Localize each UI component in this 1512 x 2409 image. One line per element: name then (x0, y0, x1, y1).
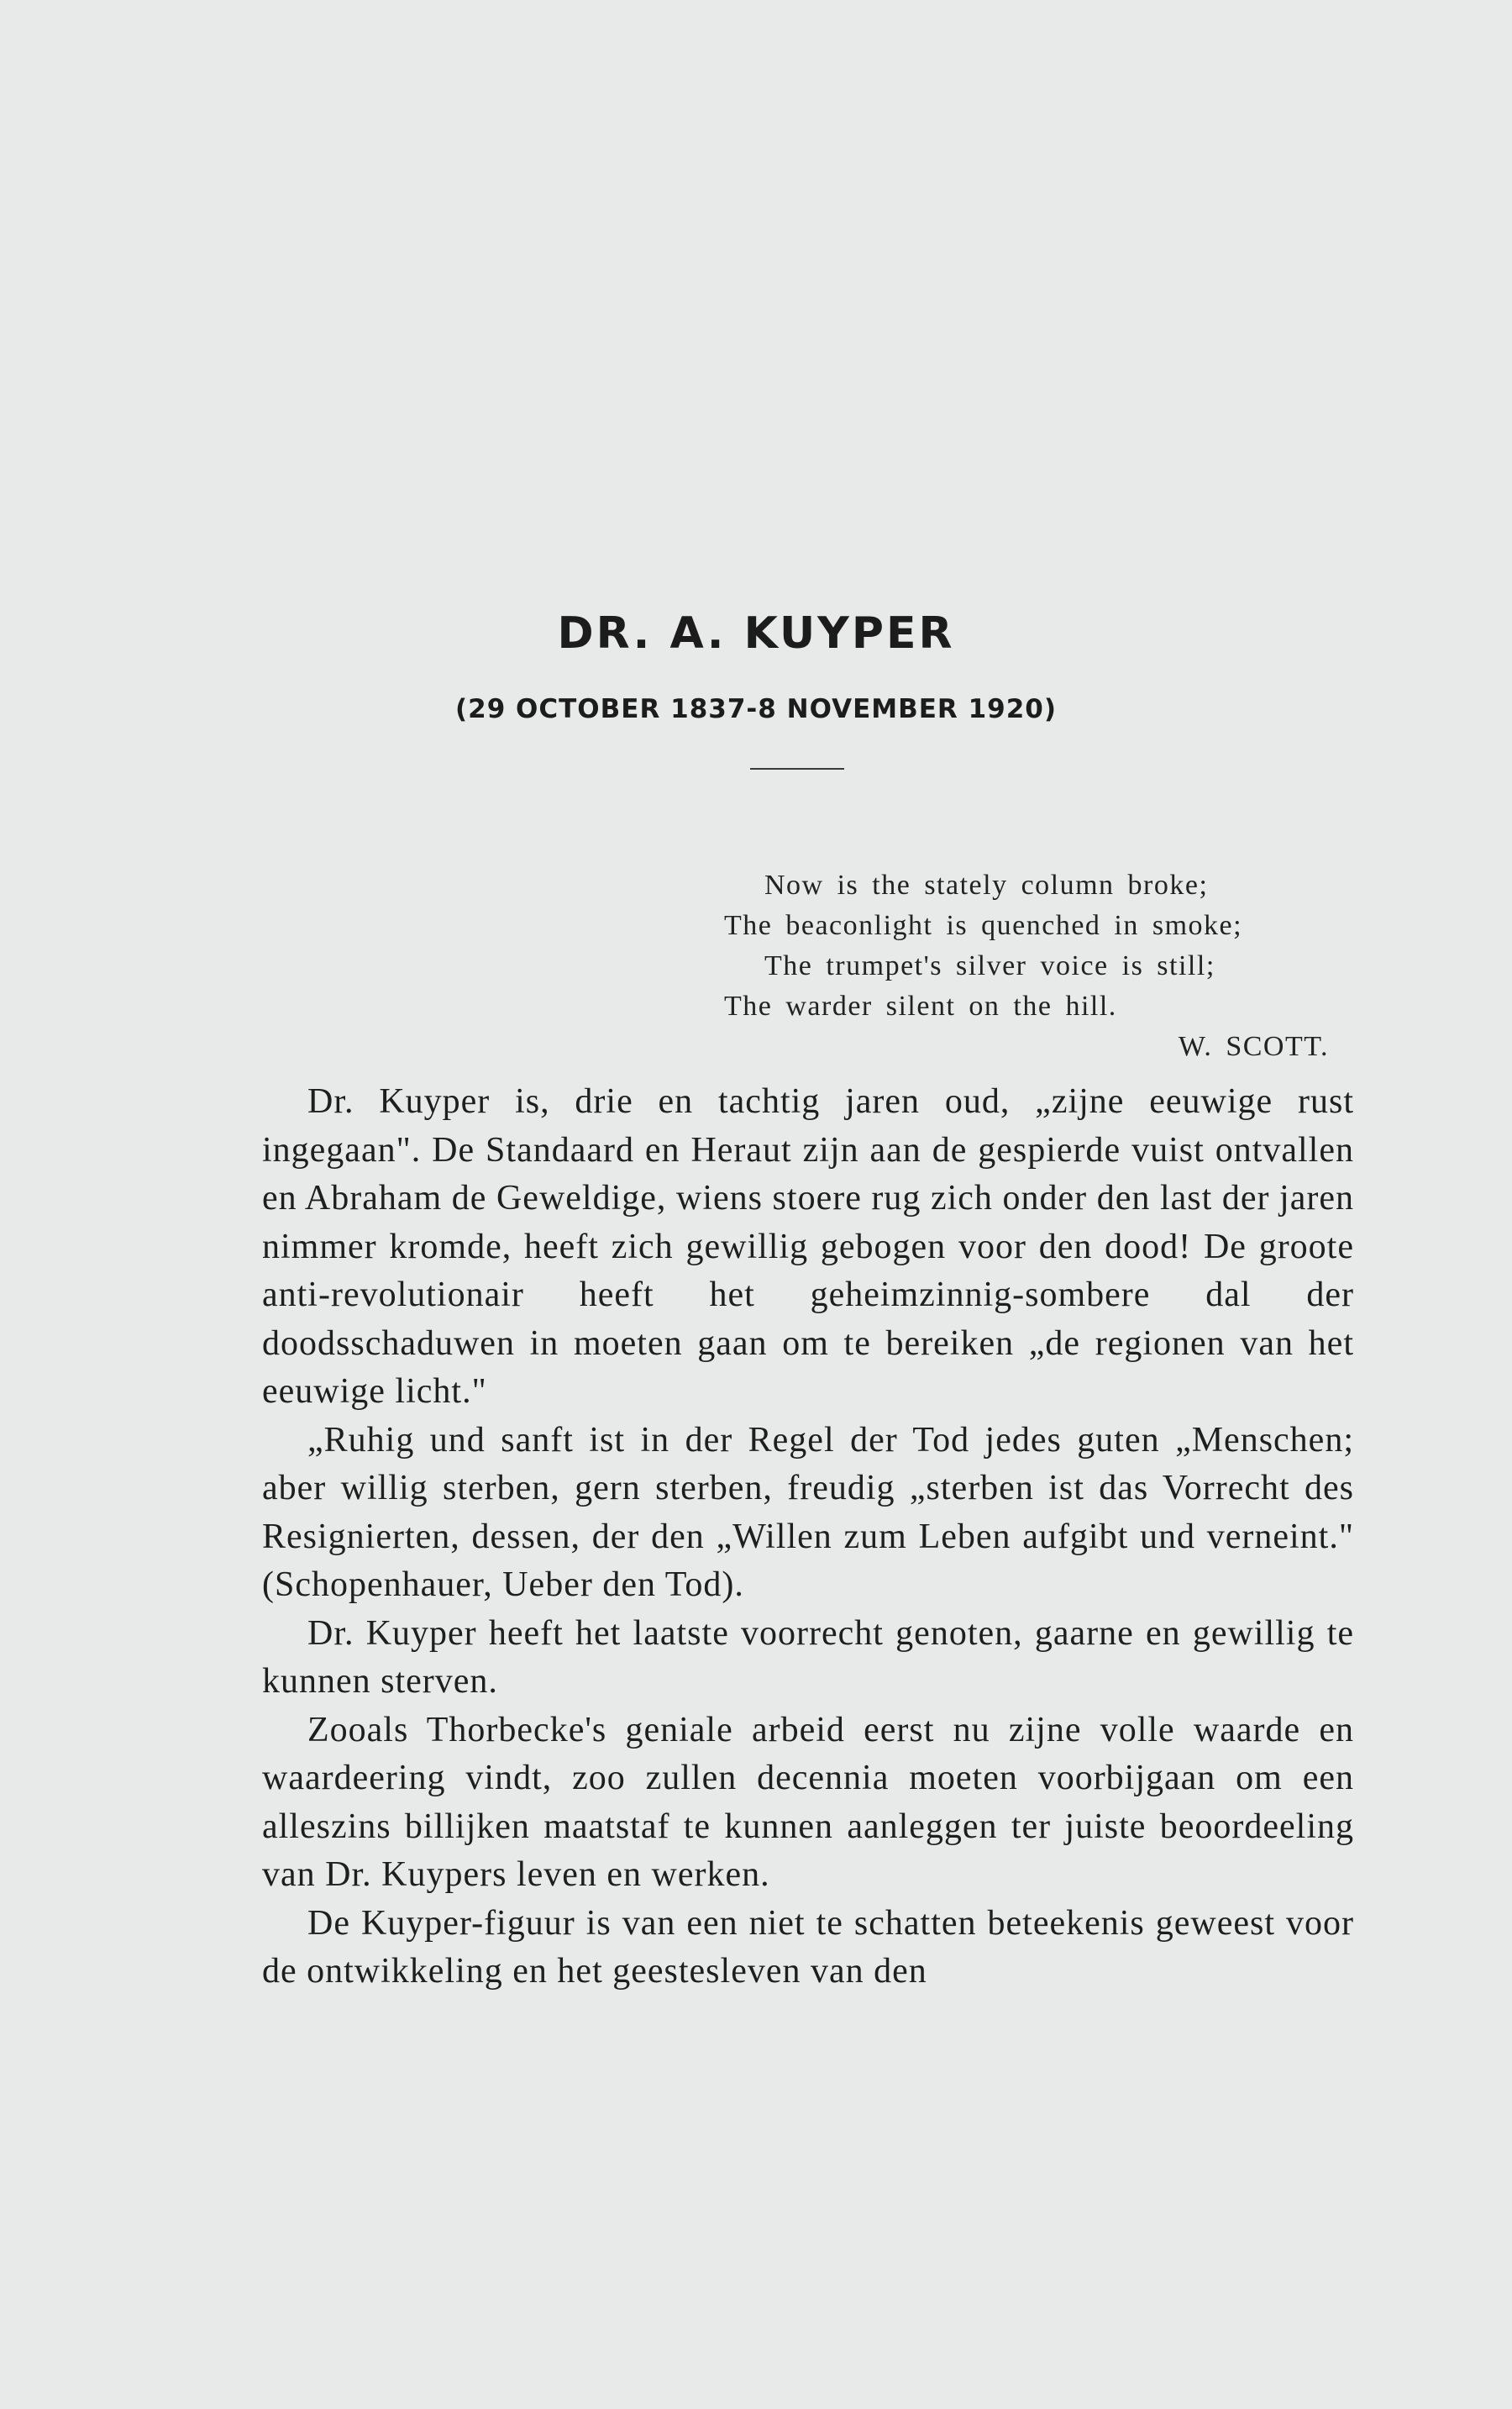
paragraph: „Ruhig und sanft ist in der Regel der Tod jedes guten „Menschen; aber willig sterben, gern sterben, freudig „sterben ist das Vorrecht des Resignierten, dessen, der den „Willen zum Leben aufgibt und verneint." (Schopenhauer, Ueber den Tod). (262, 1420, 1354, 1604)
life-dates: (29 OCTOBER 1837-8 NOVEMBER 1920) (454, 694, 1058, 724)
title-divider (750, 768, 844, 770)
paragraph: Dr. Kuyper is, drie en tachtig jaren oud, „zijne eeuwige rust ingegaan". De Standaard en Heraut zijn aan de gespierde vuist ontvallen en Abraham de Geweldige, wiens stoere rug zich onder den last der jaren nimmer kromde, heeft zich gewillig gebogen voor den dood! De groote anti-revolutionair heeft het geheimzinnig-sombere dal der doodsschaduwen in moeten gaan om te bereiken „de regionen van het eeuwige licht." (262, 1082, 1354, 1411)
paragraph: Dr. Kuyper heeft het laatste voorrecht genoten, gaarne en gewillig te kunnen sterven. (262, 1613, 1354, 1701)
epigraph-line: The beaconlight is quenched in smoke; (724, 910, 1243, 941)
epigraph-line: Now is the stately column broke; (764, 870, 1209, 901)
epigraph-line: The trumpet's silver voice is still; (764, 950, 1215, 981)
paragraph: Zooals Thorbecke's geniale arbeid eerst nu zijne volle waarde en waardeering vindt, zoo zullen decennia moeten voorbijgaan om een alleszins billijken maatstaf te kunnen aanleggen ter juiste beoordeeling van Dr. Kuypers leven en werken. (262, 1710, 1354, 1894)
paragraph: De Kuyper-figuur is van een niet te schatten beteekenis geweest voor de ontwikkeling en het geestesleven van den (262, 1903, 1354, 1991)
epigraph-line: The warder silent on the hill. (724, 991, 1117, 1022)
epigraph-attribution: W. SCOTT. (1178, 1031, 1329, 1062)
epigraph (724, 865, 1371, 1067)
page-title: DR. A. KUYPER (557, 608, 955, 659)
body-text (262, 1078, 1354, 1996)
